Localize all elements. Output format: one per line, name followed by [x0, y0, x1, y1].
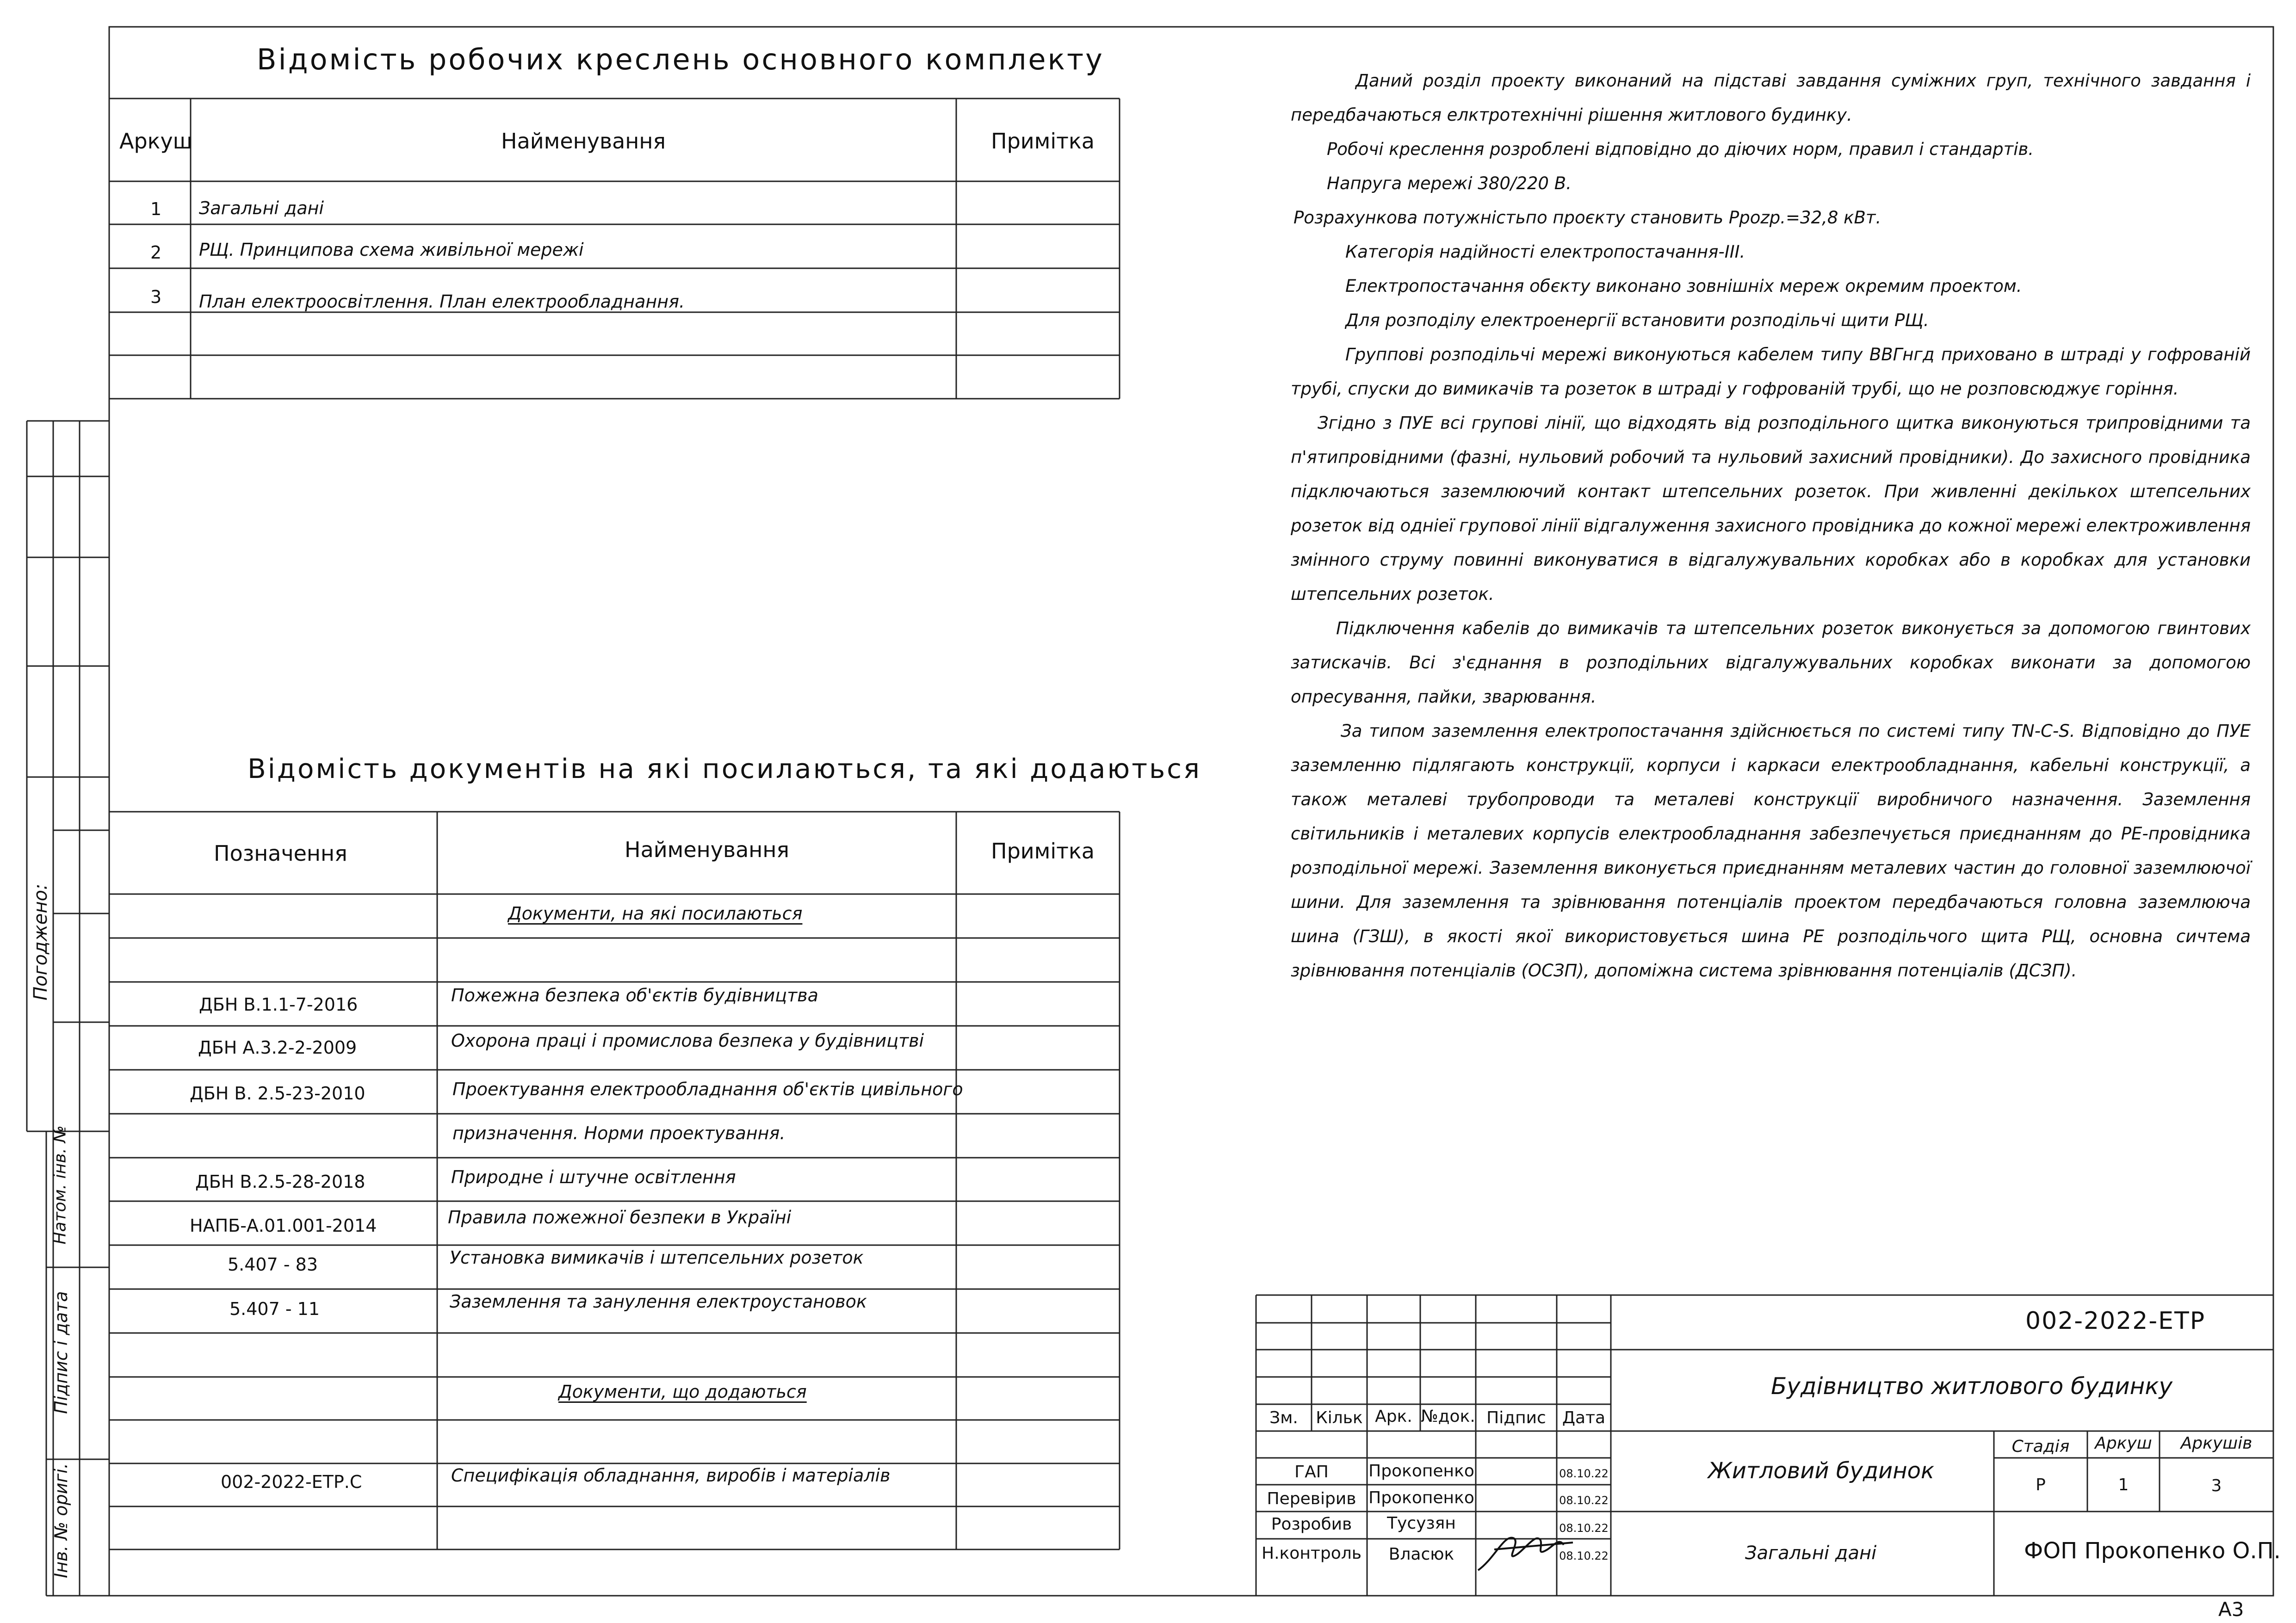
col-sheet: Арк. — [1375, 1407, 1412, 1426]
note-paragraph: Группові розподільчі мережі виконуються кабелем типу ВВГнгд приховано в штраді у гофрованій трубі, спуски до вимикачів та розеток в штраді у гофрованій трубі, що не розповсюджує горіння. — [1291, 345, 2251, 399]
note-paragraph: Підключення кабелів до вимикачів та штепсельних розеток виконується за допомогою гвинтових затискачів. Всі з'єднання в розподільних відгалужувальних коробках виконати за допомогою опресування, пайки, зварювання. — [1291, 618, 2251, 707]
sheet-value: 1 — [2118, 1475, 2129, 1494]
note-col-header: Примітка — [991, 129, 1095, 154]
doc-name: Проектування електрообладнання об'єктів цивільного — [452, 1079, 963, 1099]
sheet-label: Аркуш — [2095, 1434, 2152, 1453]
doc-name: Охорона праці і промислова безпека у будівництві — [451, 1031, 924, 1051]
sheet-title: Загальні дані — [1745, 1543, 1877, 1564]
sheet-row-num: 3 — [150, 287, 162, 307]
doc-name: призначення. Норми проектування. — [452, 1123, 786, 1143]
section-attached: Документи, що додаються — [558, 1382, 807, 1402]
doc-code: ДБН В.1.1-7-2016 — [199, 994, 358, 1015]
person-date: 08.10.22 — [1559, 1494, 1609, 1507]
person-date: 08.10.22 — [1559, 1522, 1609, 1535]
note-paragraph: Електропостачання обєкту виконано зовнішніх мереж окремим проектом. — [1345, 276, 2022, 296]
doc-code: ДБН В. 2.5-23-2010 — [190, 1083, 365, 1104]
sign-date-label: Підпис і дата — [51, 1291, 71, 1414]
note-paragraph: Напруга мережі 380/220 В. — [1327, 173, 1572, 193]
col-date: Дата — [1562, 1408, 1606, 1427]
col-doc: №док. — [1421, 1407, 1475, 1426]
attached-doc-code: 002-2022-ЕТР.С — [221, 1472, 362, 1492]
sheet-row-num: 2 — [150, 242, 162, 263]
role-checked: Перевірив — [1267, 1489, 1356, 1508]
agreed-label: Погоджено: — [30, 883, 51, 1000]
doc-code: ДБН В.2.5-28-2018 — [195, 1172, 365, 1192]
doc-name-col-header: Найменування — [625, 837, 790, 862]
company-name: ФОП Прокопенко О.П. — [2024, 1538, 2281, 1564]
sheet-col-header: Аркуш — [119, 129, 192, 154]
note-paragraph: Даний розділ проекту виконаний на підставі завдання суміжних груп, технічного завдання і передбачаються елктротехнічні рішення житлового будинку. — [1291, 71, 2251, 125]
explanatory-notes — [1291, 64, 2251, 988]
designation-col-header: Позначення — [214, 841, 347, 866]
doc-name: Установка вимикачів і штепсельних розеток — [450, 1247, 864, 1268]
sheet-row-name: Загальні дані — [199, 198, 324, 218]
sheets-label: Аркушів — [2180, 1434, 2253, 1453]
paper-format: А3 — [2218, 1598, 2244, 1621]
inv-replace-label: Натом. інв. № — [50, 1125, 70, 1245]
person-date: 08.10.22 — [1559, 1467, 1609, 1480]
person-name: Тусузян — [1387, 1514, 1456, 1533]
object-name: Житловий будинок — [1708, 1458, 1934, 1484]
note-paragraph: Робочі креслення розроблені відповідно до діючих норм, правил і стандартів. — [1327, 139, 2034, 159]
note-paragraph: Для розподілу електроенергії встановити розподільчі щити РЩ. — [1345, 310, 1929, 330]
docs-list-title: Відомість документів на які посилаються, та які додаються — [248, 753, 1201, 784]
role-developed: Розробив — [1271, 1515, 1352, 1534]
sheet-list-title: Відомість робочих креслень основного комплекту — [257, 43, 1104, 76]
col-sign: Підпис — [1486, 1408, 1546, 1427]
role-gap: ГАП — [1294, 1463, 1329, 1481]
person-name: Власюк — [1388, 1545, 1454, 1564]
sheet-row-num: 1 — [150, 199, 162, 219]
note-paragraph: Згідно з ПУЕ всі групові лінії, що відходять від розподільного щитка виконуються трипровідними та п'ятипровідними (фазні, нульовий робочий та нульовий захисний провідники). До захисного провідника підключаються заземлюючий контакт штепсельних розеток. При живленні декількох штепсельних розеток від одніеї групової лінії відгалуження захисного провідника до кожної мережі електроживлення змінного струму повинні виконуватися в відгалужувальних коробках або в коробках для установки штепсельних розеток. — [1291, 413, 2251, 604]
doc-code: 5.407 - 83 — [228, 1254, 318, 1275]
doc-name: Правила пожежної безпеки в Україні — [448, 1207, 792, 1228]
doc-note-col-header: Примітка — [991, 839, 1095, 864]
inv-orig-label: Інв. № оригі. — [51, 1463, 71, 1578]
sheets-value: 3 — [2211, 1476, 2222, 1495]
project-name: Будівництво житлового будинку — [1771, 1373, 2173, 1400]
attached-doc-name: Специфікація обладнання, виробів і матеріалів — [451, 1465, 891, 1486]
section-referenced: Документи, на які посилаються — [508, 903, 803, 924]
person-date: 08.10.22 — [1559, 1549, 1609, 1562]
person-name: Прокопенко — [1368, 1488, 1474, 1507]
person-name: Прокопенко — [1368, 1462, 1474, 1481]
doc-code: 5.407 - 11 — [229, 1299, 320, 1319]
col-change: Зм. — [1269, 1408, 1298, 1427]
note-paragraph: За типом заземлення електропостачання здійснюється по системі типу TN-C-S. Відповідно до ПУЕ заземленню підлягають конструкції, корпуси і каркаси електрообладнання, кабельні конструкції, а також металеві трубопроводи та металеві конструкції виробничого назначення. Заземлення світильників і металевих корпусів електрообладнання забезпечується приєднанням до РЕ-провідника розподільної мережі. Заземлення виконується приєднанням металевих частин до головної заземлюючої шини. Для заземлення та зрівнювання потенціалів проектом передбачаються головна заземлююча шина (ГЗШ), в якості якої використовується шина РЕ розподільчого щита РЩ, основна сичтема зрівнювання потенціалів (ОСЗП), допоміжна система зрівнювання потенціалів (ДСЗП). — [1291, 721, 2251, 981]
doc-code: ДБН А.3.2-2-2009 — [198, 1037, 357, 1058]
sheet-row-name: РЩ. Принципова схема живільної мережі — [199, 240, 584, 260]
note-paragraph: Розрахункова потужністьпо проєкту становить Рроzр.=32,8 кВт. — [1293, 208, 1881, 228]
note-paragraph: Категорія надійності електропостачання-ІІІ. — [1345, 242, 1745, 262]
name-col-header: Найменування — [501, 129, 666, 154]
col-qty: Кільк — [1316, 1408, 1363, 1427]
doc-name: Природне і штучне освітлення — [451, 1167, 736, 1187]
document-code: 002-2022-ЕТР — [2025, 1307, 2206, 1335]
role-norm-control: Н.контроль — [1262, 1544, 1362, 1563]
stage-value: Р — [2036, 1475, 2046, 1494]
sheet-row-name: План електроосвітлення. План електрообладнання. — [199, 291, 685, 312]
doc-name: Пожежна безпека об'єктів будівництва — [451, 985, 818, 1006]
doc-code: НАПБ-А.01.001-2014 — [190, 1216, 377, 1236]
stage-label: Стадія — [2011, 1437, 2070, 1456]
doc-name: Заземлення та занулення електроустановок — [450, 1291, 867, 1312]
